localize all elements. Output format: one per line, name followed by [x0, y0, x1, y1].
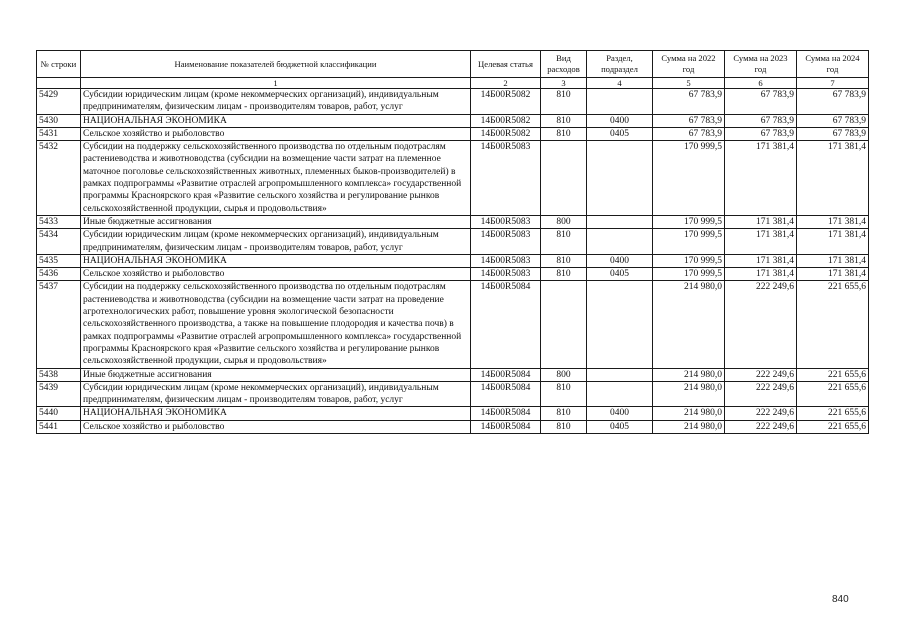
indicator-name-cell: Сельское хозяйство и рыболовство — [81, 420, 471, 433]
table-row — [37, 215, 869, 228]
sum-2023-cell: 222 249,6 — [725, 368, 797, 381]
row-number-cell: 5440 — [37, 407, 81, 420]
sum-2023-cell: 171 381,4 — [725, 268, 797, 281]
sum-2024-cell: 171 381,4 — [797, 141, 869, 216]
section-cell — [587, 381, 653, 407]
sum-2023-cell: 222 249,6 — [725, 381, 797, 407]
sum-2022-cell: 214 980,0 — [653, 281, 725, 368]
expense-type-cell: 810 — [541, 127, 587, 140]
sum-2024-cell: 67 783,9 — [797, 89, 869, 115]
table-row — [37, 381, 869, 407]
table-row — [37, 114, 869, 127]
row-number-cell: 5430 — [37, 114, 81, 127]
sum-2024-cell: 221 655,6 — [797, 368, 869, 381]
sum-2023-cell: 171 381,4 — [725, 254, 797, 267]
sum-2024-cell: 221 655,6 — [797, 420, 869, 433]
section-cell — [587, 141, 653, 216]
target-article-cell: 14Б00R5083 — [471, 254, 541, 267]
target-article-cell: 14Б00R5084 — [471, 420, 541, 433]
sum-2024-cell: 171 381,4 — [797, 229, 869, 255]
table-row — [37, 368, 869, 381]
section-cell: 0400 — [587, 407, 653, 420]
target-article-cell: 14Б00R5082 — [471, 114, 541, 127]
row-number-cell: 5434 — [37, 229, 81, 255]
sum-2022-cell: 67 783,9 — [653, 89, 725, 115]
table-row — [37, 89, 869, 115]
header-sum-2023: Сумма на 2023 год — [725, 51, 797, 78]
table-row — [37, 254, 869, 267]
sum-2022-cell: 170 999,5 — [653, 254, 725, 267]
sum-2023-cell: 67 783,9 — [725, 114, 797, 127]
section-cell — [587, 89, 653, 115]
table-row — [37, 281, 869, 368]
column-number — [37, 78, 81, 89]
expense-type-cell: 810 — [541, 268, 587, 281]
row-number-cell: 5438 — [37, 368, 81, 381]
target-article-cell: 14Б00R5084 — [471, 407, 541, 420]
table-body — [37, 89, 869, 434]
expense-type-cell: 810 — [541, 254, 587, 267]
sum-2023-cell: 222 249,6 — [725, 407, 797, 420]
expense-type-cell — [541, 141, 587, 216]
table-row — [37, 229, 869, 255]
sum-2024-cell: 67 783,9 — [797, 114, 869, 127]
column-number: 7 — [797, 78, 869, 89]
expense-type-cell — [541, 281, 587, 368]
sum-2024-cell: 221 655,6 — [797, 407, 869, 420]
table-row — [37, 268, 869, 281]
header-sum-2024: Сумма на 2024 год — [797, 51, 869, 78]
row-number-cell: 5439 — [37, 381, 81, 407]
column-number: 4 — [587, 78, 653, 89]
indicator-name-cell: Субсидии на поддержку сельскохозяйственного производства по отдельным подотраслям растениеводства и животноводства (субсидии на возмещение части затрат на проведение агротехнологических работ, повышение уровня экологической безопасности сельскохозяйственного производства, а также на повышение плодородия и качества почв) в рамках подпрограммы «Развитие отраслей агропромышленного комплекса» государственной программы Красноярского края «Развитие сельского хозяйства и регулирование рынков сельскохозяйственной продукции, сырья и продовольствия» — [81, 281, 471, 368]
expense-type-cell: 810 — [541, 420, 587, 433]
sum-2024-cell: 171 381,4 — [797, 254, 869, 267]
expense-type-cell: 810 — [541, 114, 587, 127]
sum-2022-cell: 170 999,5 — [653, 215, 725, 228]
page-number: 840 — [832, 594, 849, 605]
table-header-row — [37, 51, 869, 78]
section-cell: 0405 — [587, 268, 653, 281]
indicator-name-cell: НАЦИОНАЛЬНАЯ ЭКОНОМИКА — [81, 254, 471, 267]
sum-2024-cell: 67 783,9 — [797, 127, 869, 140]
sum-2022-cell: 214 980,0 — [653, 381, 725, 407]
target-article-cell: 14Б00R5082 — [471, 127, 541, 140]
sum-2023-cell: 171 381,4 — [725, 215, 797, 228]
section-cell: 0400 — [587, 114, 653, 127]
expense-type-cell: 810 — [541, 407, 587, 420]
row-number-cell: 5429 — [37, 89, 81, 115]
header-sum-2022: Сумма на 2022 год — [653, 51, 725, 78]
indicator-name-cell: Сельское хозяйство и рыболовство — [81, 268, 471, 281]
sum-2024-cell: 171 381,4 — [797, 215, 869, 228]
section-cell — [587, 229, 653, 255]
sum-2023-cell: 222 249,6 — [725, 420, 797, 433]
sum-2024-cell: 221 655,6 — [797, 281, 869, 368]
row-number-cell: 5436 — [37, 268, 81, 281]
sum-2022-cell: 170 999,5 — [653, 141, 725, 216]
section-cell: 0405 — [587, 420, 653, 433]
indicator-name-cell: Субсидии юридическим лицам (кроме некоммерческих организаций), индивидуальным предпринимателям, физическим лицам - производителям товаров, работ, услуг — [81, 381, 471, 407]
indicator-name-cell: НАЦИОНАЛЬНАЯ ЭКОНОМИКА — [81, 114, 471, 127]
sum-2022-cell: 170 999,5 — [653, 268, 725, 281]
header-indicator-name: Наименование показателей бюджетной классификации — [81, 51, 471, 78]
row-number-cell: 5433 — [37, 215, 81, 228]
indicator-name-cell: НАЦИОНАЛЬНАЯ ЭКОНОМИКА — [81, 407, 471, 420]
sum-2024-cell: 171 381,4 — [797, 268, 869, 281]
indicator-name-cell: Субсидии на поддержку сельскохозяйственного производства по отдельным подотраслям растениеводства и животноводства (субсидии на возмещение части затрат на племенное маточное поголовье сельскохозяйственных животных, племенных быков-производителей) в рамках подпрограммы «Развитие отраслей агропромышленного комплекса» государственной программы Красноярского края «Развитие сельского хозяйства и регулирование рынков сельскохозяйственной продукции, сырья и продовольствия» — [81, 141, 471, 216]
column-number: 3 — [541, 78, 587, 89]
expense-type-cell: 800 — [541, 368, 587, 381]
sum-2022-cell: 214 980,0 — [653, 420, 725, 433]
row-number-cell: 5437 — [37, 281, 81, 368]
row-number-cell: 5441 — [37, 420, 81, 433]
section-cell — [587, 215, 653, 228]
sum-2023-cell: 67 783,9 — [725, 89, 797, 115]
section-cell: 0400 — [587, 254, 653, 267]
header-section: Раздел, подраздел — [587, 51, 653, 78]
sum-2024-cell: 221 655,6 — [797, 381, 869, 407]
expense-type-cell: 810 — [541, 89, 587, 115]
table-row — [37, 420, 869, 433]
target-article-cell: 14Б00R5083 — [471, 215, 541, 228]
column-number: 5 — [653, 78, 725, 89]
section-cell — [587, 281, 653, 368]
sum-2023-cell: 67 783,9 — [725, 127, 797, 140]
column-number: 6 — [725, 78, 797, 89]
table-row — [37, 407, 869, 420]
sum-2022-cell: 214 980,0 — [653, 368, 725, 381]
sum-2022-cell: 214 980,0 — [653, 407, 725, 420]
column-number: 1 — [81, 78, 471, 89]
expense-type-cell: 800 — [541, 215, 587, 228]
row-number-cell: 5432 — [37, 141, 81, 216]
indicator-name-cell: Иные бюджетные ассигнования — [81, 215, 471, 228]
target-article-cell: 14Б00R5083 — [471, 268, 541, 281]
sum-2022-cell: 170 999,5 — [653, 229, 725, 255]
table-row — [37, 127, 869, 140]
indicator-name-cell: Субсидии юридическим лицам (кроме некоммерческих организаций), индивидуальным предпринимателям, физическим лицам - производителям товаров, работ, услуг — [81, 229, 471, 255]
expense-type-cell: 810 — [541, 381, 587, 407]
indicator-name-cell: Субсидии юридическим лицам (кроме некоммерческих организаций), индивидуальным предпринимателям, физическим лицам - производителям товаров, работ, услуг — [81, 89, 471, 115]
section-cell: 0405 — [587, 127, 653, 140]
row-number-cell: 5435 — [37, 254, 81, 267]
expense-type-cell: 810 — [541, 229, 587, 255]
sum-2023-cell: 171 381,4 — [725, 229, 797, 255]
header-expense-type: Вид расходов — [541, 51, 587, 78]
target-article-cell: 14Б00R5083 — [471, 141, 541, 216]
sum-2022-cell: 67 783,9 — [653, 127, 725, 140]
sum-2023-cell: 222 249,6 — [725, 281, 797, 368]
sum-2022-cell: 67 783,9 — [653, 114, 725, 127]
section-cell — [587, 368, 653, 381]
header-target-article: Целевая статья — [471, 51, 541, 78]
indicator-name-cell: Сельское хозяйство и рыболовство — [81, 127, 471, 140]
sum-2023-cell: 171 381,4 — [725, 141, 797, 216]
target-article-cell: 14Б00R5084 — [471, 281, 541, 368]
column-number: 2 — [471, 78, 541, 89]
column-number-row — [37, 78, 869, 89]
indicator-name-cell: Иные бюджетные ассигнования — [81, 368, 471, 381]
table-row — [37, 141, 869, 216]
budget-classification-table — [36, 50, 869, 434]
header-row-number: № строки — [37, 51, 81, 78]
row-number-cell: 5431 — [37, 127, 81, 140]
target-article-cell: 14Б00R5084 — [471, 381, 541, 407]
target-article-cell: 14Б00R5083 — [471, 229, 541, 255]
target-article-cell: 14Б00R5082 — [471, 89, 541, 115]
target-article-cell: 14Б00R5084 — [471, 368, 541, 381]
